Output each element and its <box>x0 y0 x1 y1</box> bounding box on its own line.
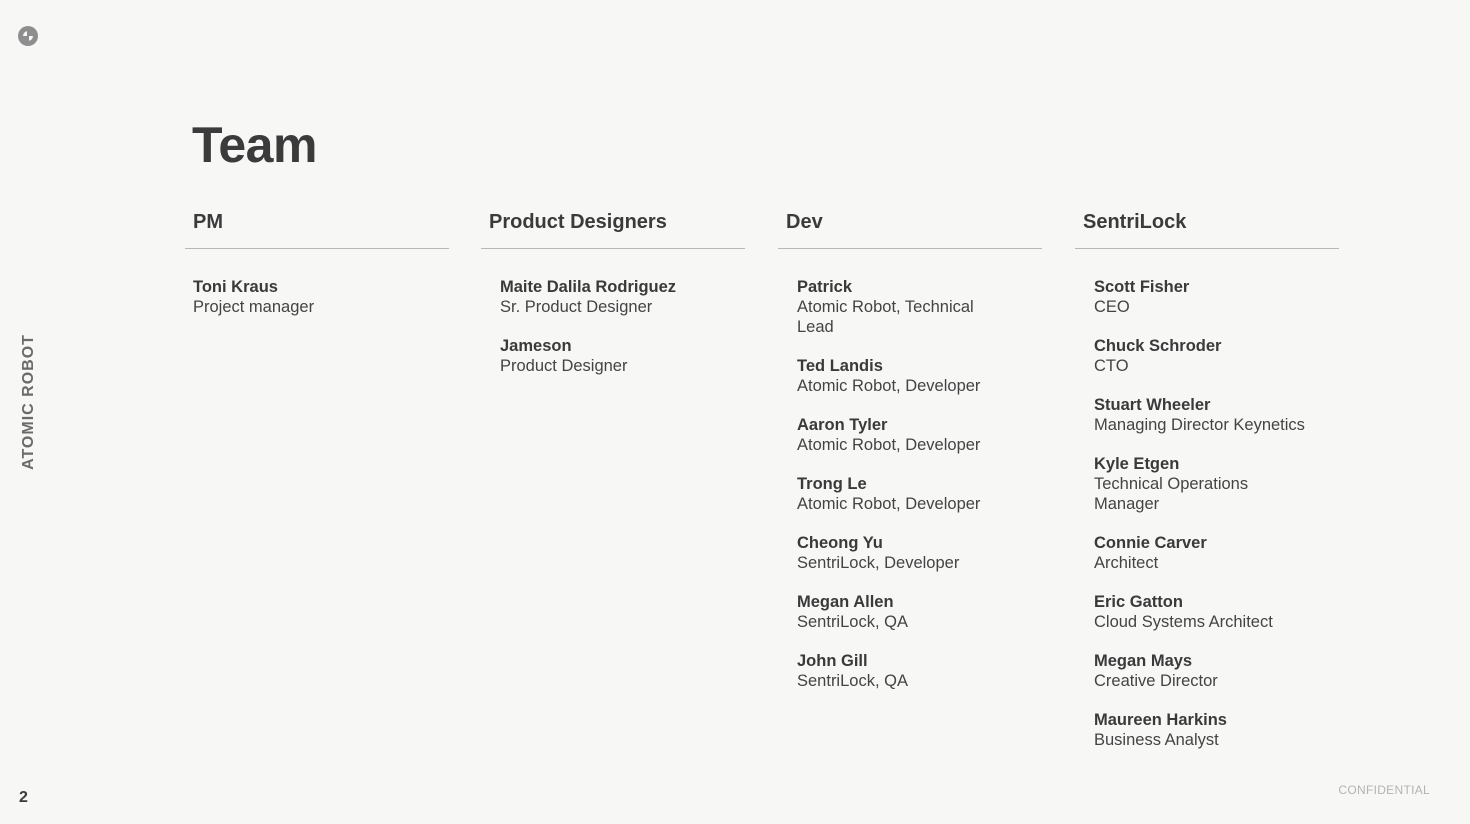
member-role: Business Analyst <box>1094 731 1219 749</box>
member-item <box>1094 454 1320 514</box>
member-name: Maite Dalila Rodriguez <box>500 278 677 296</box>
member-name: Aaron Tyler <box>797 416 888 434</box>
member-name: Maureen Harkins <box>1094 711 1227 729</box>
member-role: CTO <box>1094 357 1129 375</box>
member-role: SentriLock, QA <box>797 613 908 631</box>
member-role: Cloud Systems Architect <box>1094 613 1273 631</box>
member-name: Scott Fisher <box>1094 278 1190 296</box>
member-name: Chuck Schroder <box>1094 337 1222 355</box>
member-item <box>797 277 998 337</box>
member-name: Megan Allen <box>797 593 894 611</box>
member-item <box>1094 395 1320 435</box>
member-name: Toni Kraus <box>193 278 278 296</box>
member-item <box>1094 592 1320 632</box>
column-sentrilock <box>1075 210 1339 769</box>
page-number: 2 <box>19 789 28 806</box>
member-item <box>797 415 998 455</box>
member-item <box>1094 277 1320 317</box>
column-pm <box>185 210 449 336</box>
confidential-label: CONFIDENTIAL <box>1338 783 1430 797</box>
member-name: John Gill <box>797 652 868 670</box>
column-heading: SentriLock <box>1075 210 1339 249</box>
member-item <box>193 277 449 317</box>
member-role: Creative Director <box>1094 672 1218 690</box>
member-item <box>1094 336 1320 376</box>
member-name: Connie Carver <box>1094 534 1207 552</box>
member-item <box>797 533 998 573</box>
member-role: SentriLock, Developer <box>797 554 960 572</box>
member-role: Technical Operations Manager <box>1094 475 1249 513</box>
member-name: Ted Landis <box>797 357 883 375</box>
member-role: Atomic Robot, Developer <box>797 495 981 513</box>
member-list <box>185 277 449 317</box>
member-role: Architect <box>1094 554 1159 572</box>
member-list <box>1075 277 1320 750</box>
member-item <box>797 651 998 691</box>
member-role: Project manager <box>193 298 315 316</box>
member-role: Atomic Robot, Developer <box>797 436 981 454</box>
member-list <box>481 277 745 376</box>
member-role: SentriLock, QA <box>797 672 908 690</box>
member-name: Eric Gatton <box>1094 593 1183 611</box>
member-name: Cheong Yu <box>797 534 883 552</box>
page-title: Team <box>192 117 317 173</box>
member-list <box>778 277 998 691</box>
column-product-designers <box>481 210 745 395</box>
member-item <box>797 474 998 514</box>
member-name: Megan Mays <box>1094 652 1193 670</box>
column-heading: PM <box>185 210 449 249</box>
member-role: Product Designer <box>500 357 628 375</box>
member-role: Managing Director Keynetics <box>1094 416 1305 434</box>
member-role: Sr. Product Designer <box>500 298 653 316</box>
member-item <box>1094 651 1320 691</box>
member-item <box>500 277 745 317</box>
member-item <box>500 336 745 376</box>
member-name: Trong Le <box>797 475 867 493</box>
member-item <box>1094 533 1320 573</box>
member-role: Atomic Robot, Developer <box>797 377 981 395</box>
member-item <box>797 356 998 396</box>
atomic-robot-logo-icon <box>17 25 39 47</box>
column-heading: Dev <box>778 210 1042 249</box>
member-role: Atomic Robot, Technical Lead <box>797 298 974 336</box>
member-name: Patrick <box>797 278 853 296</box>
member-name: Kyle Etgen <box>1094 455 1180 473</box>
member-role: CEO <box>1094 298 1130 316</box>
column-heading: Product Designers <box>481 210 745 249</box>
member-item <box>797 592 998 632</box>
column-dev <box>778 210 1042 710</box>
brand-side-label: ATOMIC ROBOT <box>20 334 37 470</box>
member-name: Jameson <box>500 337 572 355</box>
member-item <box>1094 710 1320 750</box>
member-name: Stuart Wheeler <box>1094 396 1211 414</box>
